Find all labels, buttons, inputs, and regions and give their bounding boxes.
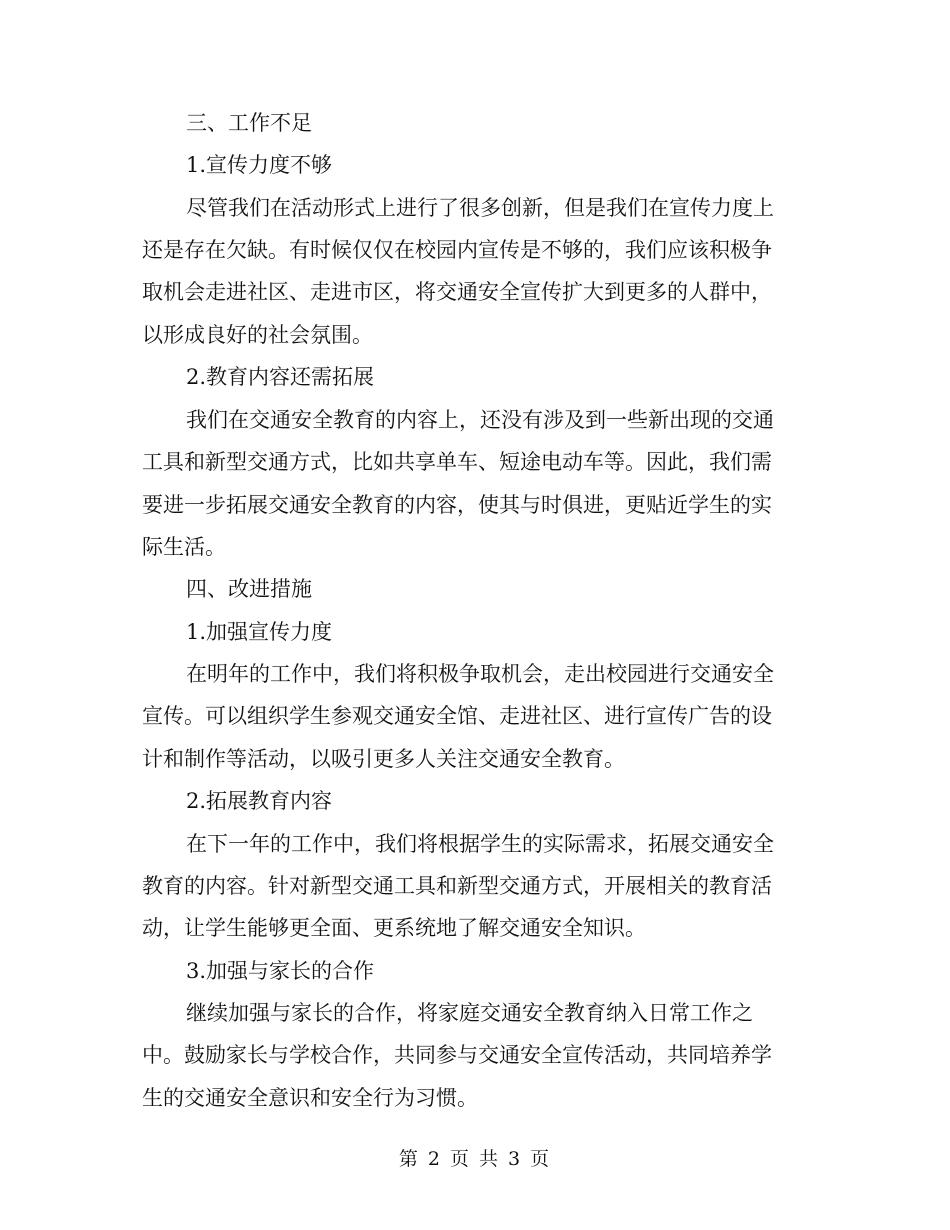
page-number-footer: 第 2 页 共 3 页 [398, 1148, 552, 1170]
paragraph-line: 中。鼓励家长与学校合作，共同参与交通安全宣传活动，共同培养学 [142, 1043, 772, 1067]
section-heading: 四、改进措施 [186, 577, 312, 601]
paragraph-line: 在明年的工作中，我们将积极争取机会，走出校园进行交通安全 [186, 662, 774, 686]
item-title: 1.加强宣传力度 [186, 620, 333, 644]
paragraph-line: 工具和新型交通方式，比如共享单车、短途电动车等。因此，我们需 [142, 450, 772, 474]
paragraph-line: 生的交通安全意识和安全行为习惯。 [142, 1086, 478, 1110]
item-title: 1.宣传力度不够 [186, 153, 333, 177]
paragraph-line: 在下一年的工作中，我们将根据学生的实际需求，拓展交通安全 [186, 832, 774, 856]
paragraph-line: 宣传。可以组织学生参观交通安全馆、走进社区、进行宣传广告的设 [142, 704, 772, 728]
paragraph-line: 我们在交通安全教育的内容上，还没有涉及到一些新出现的交通 [186, 408, 774, 432]
item-title: 3.加强与家长的合作 [186, 959, 375, 983]
paragraph-line: 际生活。 [142, 535, 226, 559]
paragraph-line: 取机会走进社区、走进市区，将交通安全宣传扩大到更多的人群中， [142, 280, 772, 304]
paragraph-line: 计和制作等活动，以吸引更多人关注交通安全教育。 [142, 747, 625, 771]
section-heading: 三、工作不足 [186, 111, 312, 135]
item-title: 2.教育内容还需拓展 [186, 365, 375, 389]
item-title: 2.拓展教育内容 [186, 789, 333, 813]
paragraph-line: 以形成良好的社会氛围。 [142, 323, 373, 347]
paragraph-line: 还是存在欠缺。有时候仅仅在校园内宣传是不够的，我们应该积极争 [142, 238, 772, 262]
paragraph-line: 尽管我们在活动形式上进行了很多创新，但是我们在宣传力度上 [186, 196, 774, 220]
paragraph-line: 动，让学生能够更全面、更系统地了解交通安全知识。 [142, 916, 646, 940]
paragraph-line: 要进一步拓展交通安全教育的内容，使其与时俱进，更贴近学生的实 [142, 493, 772, 517]
paragraph-line: 继续加强与家长的合作，将家庭交通安全教育纳入日常工作之 [186, 1001, 753, 1025]
paragraph-line: 教育的内容。针对新型交通工具和新型交通方式，开展相关的教育活 [142, 874, 772, 898]
